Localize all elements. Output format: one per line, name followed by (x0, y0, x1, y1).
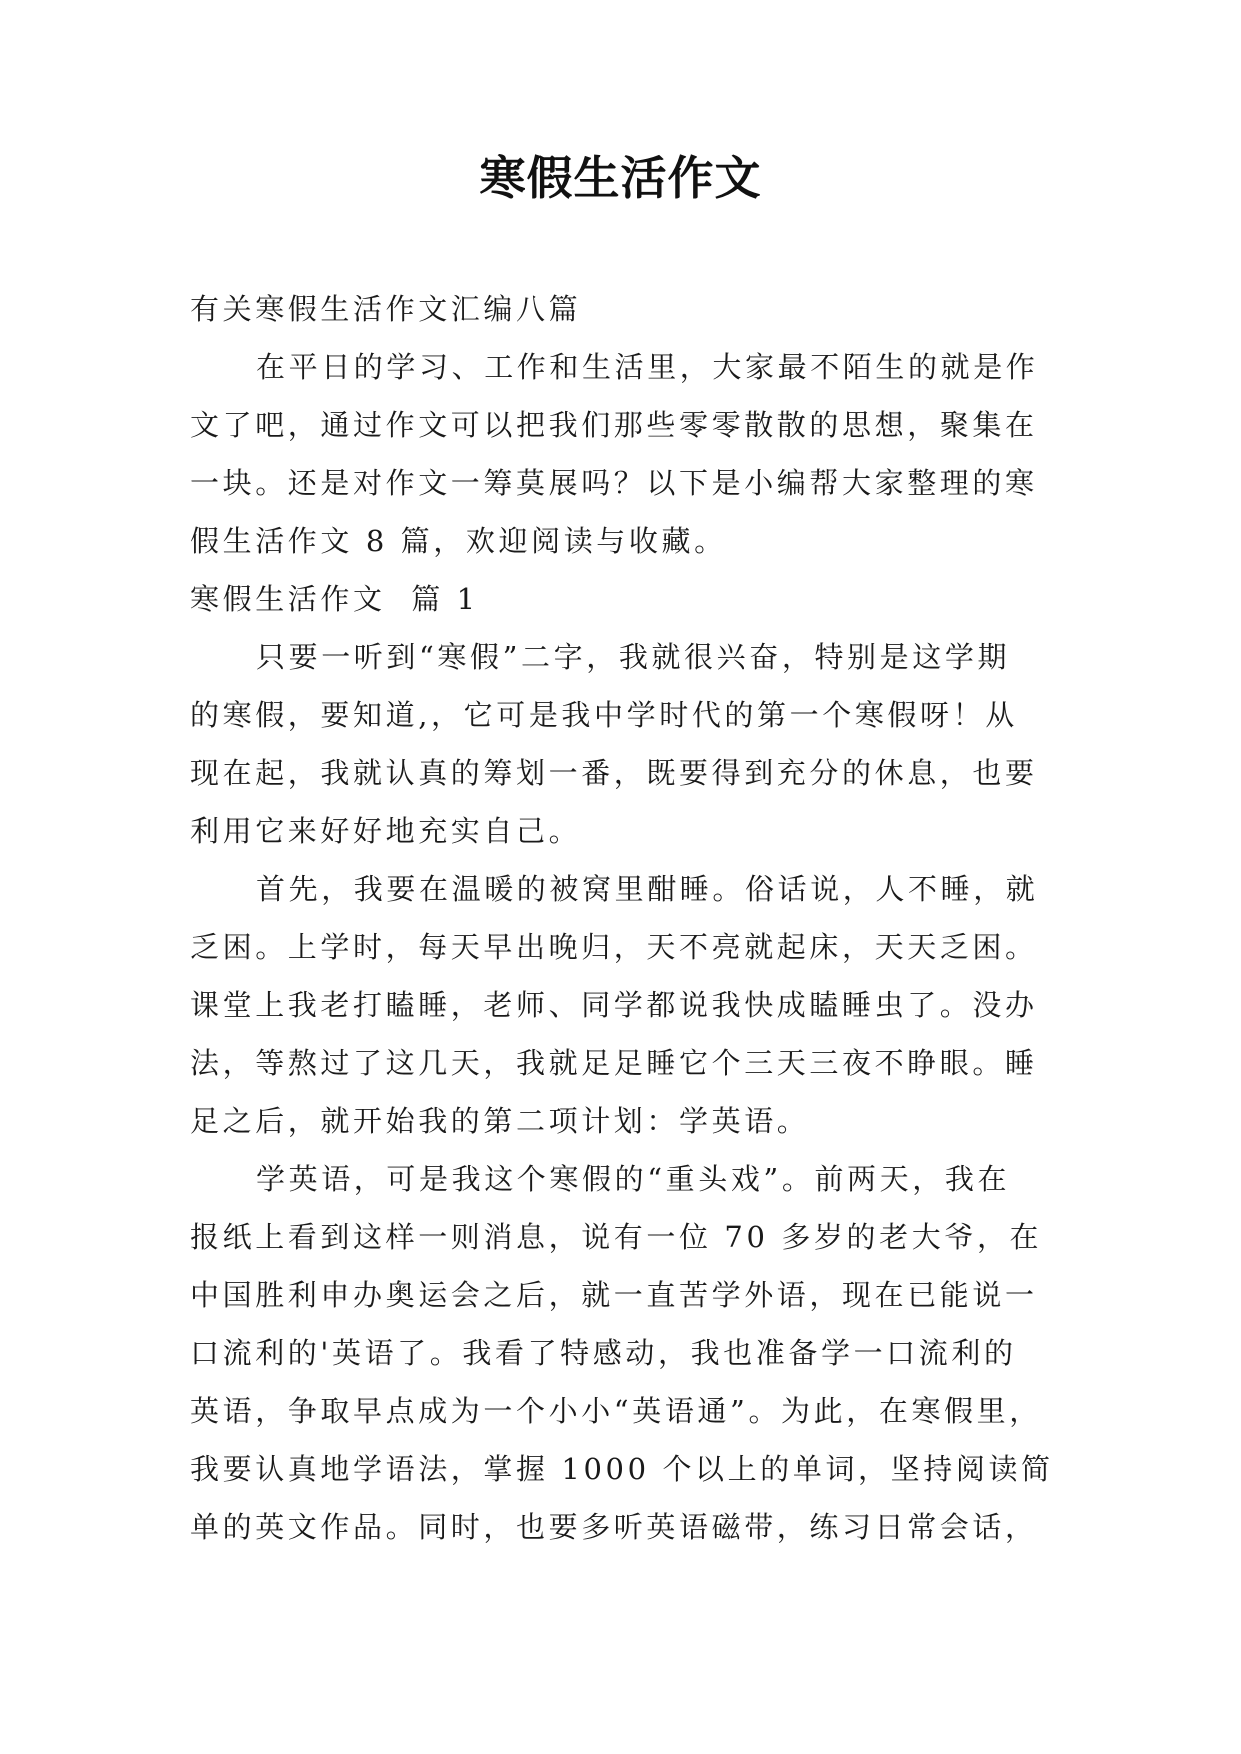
paragraph-line (190, 464, 1060, 522)
paragraph-line (190, 696, 1060, 754)
paragraph-line (190, 1508, 1060, 1566)
line-text: 的寒假，要知道,，它可是我中学时代的第一个寒假呀！从 (190, 698, 1018, 732)
paragraph-line (190, 1160, 1060, 1218)
line-text: 课堂上我老打瞌睡，老师、同学都说我快成瞌睡虫了。没办 (190, 988, 1038, 1022)
paragraph-line (190, 812, 1060, 870)
line-text: 单的英文作品。同时，也要多听英语磁带，练习日常会话， (190, 1510, 1038, 1544)
line-text: 报纸上看到这样一则消息，说有一位 70 多岁的老大爷，在 (190, 1220, 1043, 1254)
paragraph-line (190, 638, 1060, 696)
paragraph-line (190, 1450, 1060, 1508)
document-subtitle: 有关寒假生活作文汇编八篇 (190, 292, 582, 326)
paragraph-line (190, 406, 1060, 464)
line-text: 文了吧，通过作文可以把我们那些零零散散的思想，聚集在 (190, 408, 1038, 442)
paragraph-3 (190, 1160, 1060, 1566)
line-text: 法，等熬过了这几天，我就足足睡它个三天三夜不睁眼。睡 (190, 1046, 1038, 1080)
line-text: 首先，我要在温暖的被窝里酣睡。俗话说，人不睡，就 (256, 872, 1039, 906)
paragraph-line (190, 522, 1060, 580)
paragraph-2 (190, 870, 1060, 1160)
paragraph-1 (190, 638, 1060, 870)
paragraph-line (190, 870, 1060, 928)
paragraph-line (190, 1392, 1060, 1450)
paragraph-line (190, 986, 1060, 1044)
section-heading: 寒假生活作文 篇 1 (190, 582, 479, 616)
line-text: 英语，争取早点成为一个小小“英语通”。为此，在寒假里， (190, 1394, 1042, 1428)
paragraph-line (190, 1102, 1060, 1160)
paragraph-line (190, 1218, 1060, 1276)
paragraph-line (190, 1044, 1060, 1102)
line-text: 现在起，我就认真的筹划一番，既要得到充分的休息，也要 (190, 756, 1038, 790)
line-text: 只要一听到“寒假”二字，我就很兴奋，特别是这学期 (256, 640, 1011, 674)
line-text: 在平日的学习、工作和生活里，大家最不陌生的就是作 (256, 350, 1039, 384)
document-title: 寒假生活作文 (479, 151, 762, 205)
line-text: 口流利的'英语了。我看了特感动，我也准备学一口流利的 (190, 1336, 1017, 1370)
line-text: 学英语，可是我这个寒假的“重头戏”。前两天，我在 (256, 1162, 1011, 1196)
paragraph-line (190, 928, 1060, 986)
intro-paragraph (190, 348, 1060, 580)
line-text: 假生活作文 8 篇，欢迎阅读与收藏。 (190, 524, 727, 558)
line-text: 利用它来好好地充实自己。 (190, 814, 582, 848)
paragraph-line (190, 348, 1060, 406)
line-text: 乏困。上学时，每天早出晚归，天不亮就起床，天天乏困。 (190, 930, 1038, 964)
paragraph-line (190, 754, 1060, 812)
document-body (190, 290, 1060, 1566)
line-text: 中国胜利申办奥运会之后，就一直苦学外语，现在已能说一 (190, 1278, 1038, 1312)
line-text: 我要认真地学语法，掌握 1000 个以上的单词，坚持阅读简 (190, 1452, 1054, 1486)
paragraph-line (190, 1276, 1060, 1334)
line-text: 一块。还是对作文一筹莫展吗？以下是小编帮大家整理的寒 (190, 466, 1038, 500)
line-text: 足之后，就开始我的第二项计划：学英语。 (190, 1104, 810, 1138)
paragraph-line (190, 1334, 1060, 1392)
